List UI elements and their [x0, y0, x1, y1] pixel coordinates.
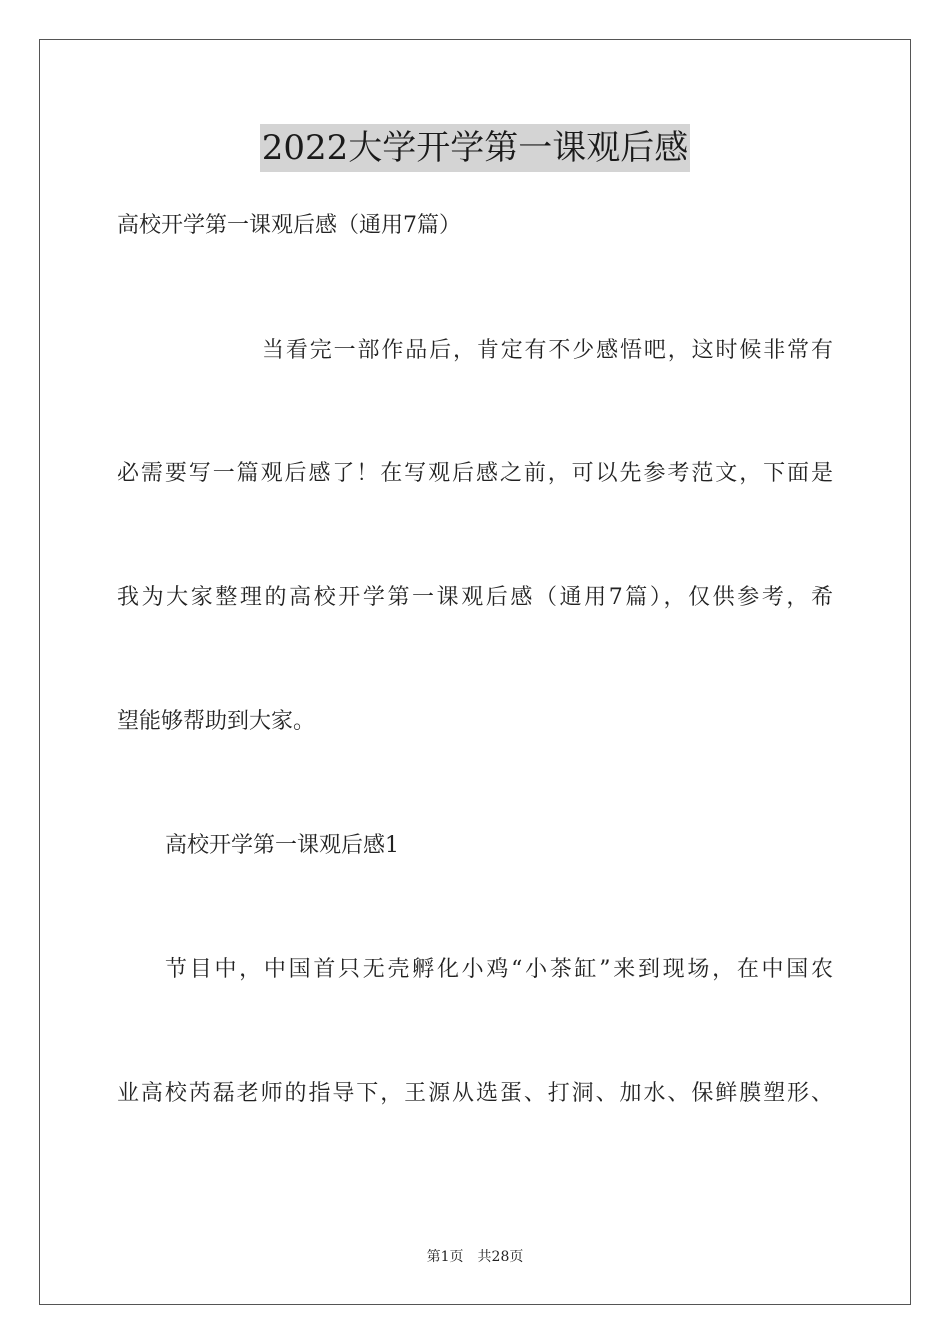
- paragraph-line-4: 望能够帮助到大家。: [117, 709, 316, 734]
- title-container: [0, 124, 950, 172]
- paragraph-line-1: 当看完一部作品后，肯定有不少感悟吧，这时候非常有: [262, 338, 833, 363]
- paragraph-line-2: 必需要写一篇观后感了！在写观后感之前，可以先参考范文，下面是: [117, 461, 833, 486]
- paragraph-line-6: 业高校芮磊老师的指导下，王源从选蛋、打洞、加水、保鲜膜塑形、: [117, 1081, 833, 1106]
- document-title: 2022大学开学第一课观后感: [260, 124, 691, 172]
- section-heading: 高校开学第一课观后感1: [165, 833, 399, 858]
- paragraph-line-5: 节目中，中国首只无壳孵化小鸡“小茶缸”来到现场，在中国农: [165, 957, 833, 982]
- page-number: 第1页: [426, 1249, 464, 1265]
- paragraph-line-3: 我为大家整理的高校开学第一课观后感（通用7篇），仅供参考，希: [117, 585, 833, 610]
- page-total: 共28页: [477, 1249, 524, 1265]
- document-subtitle: 高校开学第一课观后感（通用7篇）: [117, 213, 461, 238]
- page-footer: [0, 1247, 950, 1267]
